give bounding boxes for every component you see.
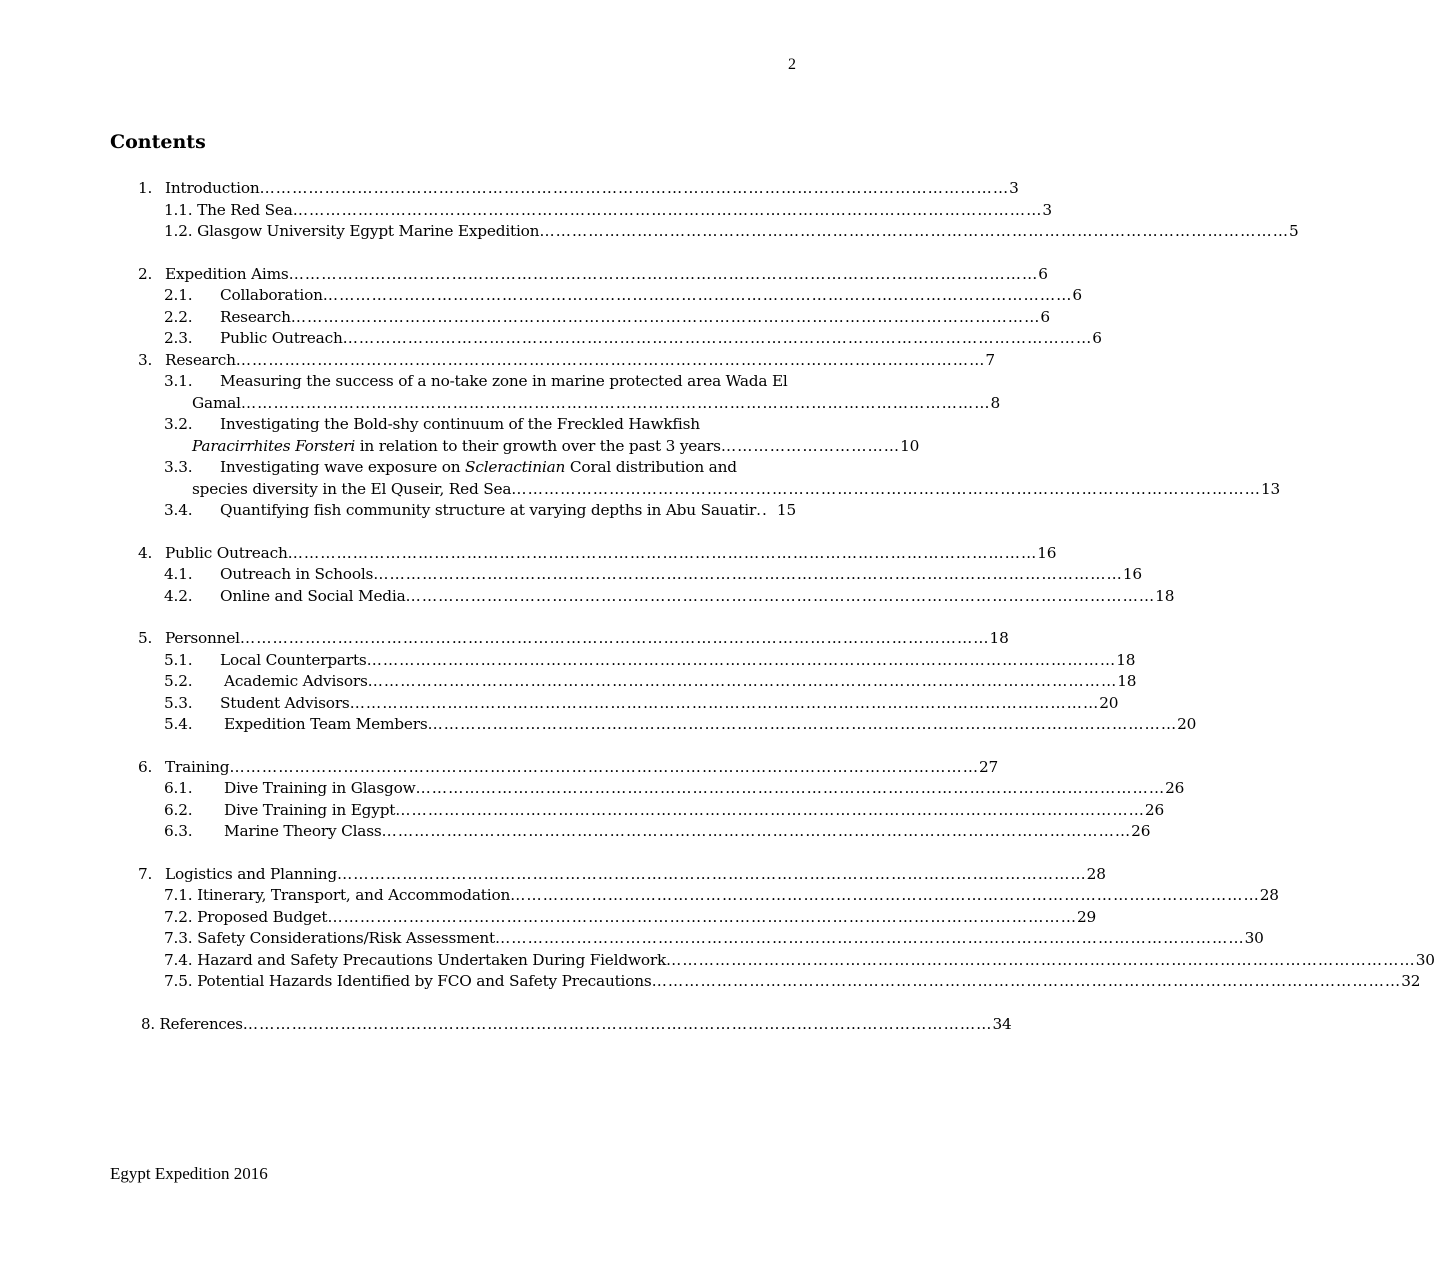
toc-number: 7.5. xyxy=(164,972,193,990)
toc-label: The Red Sea xyxy=(197,200,293,219)
toc-entry-7[interactable]: 7. Logistics and Planning ………………………………………………………………………………………………………………………… 28 xyxy=(138,864,796,886)
toc-page: 16 xyxy=(1037,543,1056,565)
toc-entry-5[interactable]: 5. Personnel ………………………………………………………………………………………………………………………… 18 xyxy=(138,628,796,650)
toc-page: 29 xyxy=(1077,907,1096,929)
toc-entry-7-1[interactable]: 7.1. Itinerary, Transport, and Accommodation ………………………………………………………………………………………………………………………… 28 xyxy=(138,885,796,907)
toc-entry-6-2[interactable]: 6.2. Dive Training in Egypt ………………………………………………………………………………………………………………………… 26 xyxy=(138,800,796,822)
toc-page: 28 xyxy=(1260,885,1279,907)
toc-number: 2. xyxy=(138,264,153,283)
toc-label: Personnel xyxy=(165,629,240,647)
toc-number: 3.4. xyxy=(164,501,193,519)
toc-label: Introduction xyxy=(165,179,260,197)
toc-number: 2.3. xyxy=(164,329,193,347)
toc-label: Investigating wave exposure on xyxy=(220,458,466,476)
page-title: Contents xyxy=(110,131,206,153)
toc-label: Coral distribution and xyxy=(565,458,737,476)
toc-label: Hazard and Safety Precautions Undertaken During Fieldwork xyxy=(197,950,667,969)
toc-page: 3 xyxy=(1009,178,1019,200)
toc-label-continued: species diversity in the El Quseir, Red Sea xyxy=(192,479,512,498)
toc-number: 4.2. xyxy=(164,586,193,605)
toc-page: 26 xyxy=(1145,800,1164,822)
toc-label: Online and Social Media xyxy=(220,586,406,605)
toc-number: 3.3. xyxy=(164,458,193,476)
toc-label: Academic Advisors xyxy=(224,672,368,690)
toc-page: 18 xyxy=(1155,586,1174,608)
toc-page: 18 xyxy=(990,628,1009,650)
toc-number: 6.3. xyxy=(164,822,193,840)
toc-label: Student Advisors xyxy=(220,693,350,712)
toc-page: 26 xyxy=(1165,778,1184,800)
toc-label: Dive Training in Egypt xyxy=(224,800,396,819)
toc-number: 3.1. xyxy=(164,372,193,390)
toc-number: 7.2. xyxy=(164,907,193,926)
toc-number: 5. xyxy=(138,629,153,647)
toc-label: Expedition Aims xyxy=(165,264,289,283)
toc-label-italic: Paracirrhites Forsteri xyxy=(192,436,356,455)
toc-entry-6-1[interactable]: 6.1. Dive Training in Glasgow ………………………………………………………………………………………………………………………… 26 xyxy=(138,778,796,800)
toc-label: Investigating the Bold-shy continuum of the Freckled Hawkfish xyxy=(220,415,700,433)
toc-entry-3-4[interactable]: 3.4. Quantifying fish community structure at varying depths in Abu Sauatir .. 15 xyxy=(138,500,796,522)
toc-page: 6 xyxy=(1040,307,1050,329)
toc-entry-2-3[interactable]: 2.3. Public Outreach ………………………………………………………………………………………………………………………… 6 xyxy=(138,328,796,350)
toc-label: Outreach in Schools xyxy=(220,565,374,583)
toc-entry-7-2[interactable]: 7.2. Proposed Budget ………………………………………………………………………………………………………………………… 29 xyxy=(138,907,796,929)
toc-page: 6 xyxy=(1092,328,1102,350)
toc-entry-6-3[interactable]: 6.3. Marine Theory Class ………………………………………………………………………………………………………………………… 26 xyxy=(138,821,796,843)
toc-label: Collaboration xyxy=(220,286,323,304)
toc-label-italic: Scleractinian xyxy=(465,458,566,476)
toc-entry-1-2[interactable]: 1.2. Glasgow University Egypt Marine Expedition ………………………………………………………………………………………………………………………… 5 xyxy=(138,221,796,243)
toc-page: 18 xyxy=(1116,650,1135,672)
table-of-contents xyxy=(138,178,1435,1035)
toc-label: Training xyxy=(165,757,230,776)
toc-entry-3-2-cont[interactable]: Paracirrhites Forsteri in relation to their growth over the past 3 years …………………………… 10 xyxy=(138,436,796,458)
toc-label: Safety Considerations/Risk Assessment xyxy=(197,929,495,947)
toc-entry-1[interactable]: 1. Introduction ………………………………………………………………………………………………………………………… 3 xyxy=(138,178,796,200)
toc-number: 5.2. xyxy=(164,672,193,690)
toc-number: 1.1. xyxy=(164,200,193,219)
toc-page: 6 xyxy=(1072,285,1082,307)
toc-label: Glasgow University Egypt Marine Expedition xyxy=(197,222,540,240)
toc-page: 13 xyxy=(1261,479,1280,501)
toc-entry-5-2[interactable]: 5.2. Academic Advisors ………………………………………………………………………………………………………………………… 18 xyxy=(138,671,796,693)
toc-label: Research xyxy=(220,307,291,326)
toc-entry-4-1[interactable]: 4.1. Outreach in Schools ………………………………………………………………………………………………………………………… 16 xyxy=(138,564,796,586)
toc-number: 2.2. xyxy=(164,307,193,326)
toc-entry-7-5[interactable]: 7.5. Potential Hazards Identified by FCO and Safety Precautions ………………………………………………………………………………………………………………………… 32 xyxy=(138,971,796,993)
toc-number: 5.1. xyxy=(164,650,193,669)
toc-entry-7-4[interactable]: 7.4. Hazard and Safety Precautions Undertaken During Fieldwork ………………………………………………………………………………………………………………………… 30 xyxy=(138,950,796,972)
toc-label: Public Outreach xyxy=(165,543,288,562)
toc-page: 8 xyxy=(991,393,1001,415)
toc-label: Local Counterparts xyxy=(220,650,367,669)
toc-entry-7-3[interactable]: 7.3. Safety Considerations/Risk Assessment ………………………………………………………………………………………………………………………… 30 xyxy=(138,928,796,950)
toc-entry-3-1[interactable] xyxy=(138,371,796,393)
toc-label: Dive Training in Glasgow xyxy=(224,779,416,797)
toc-number: 6.1. xyxy=(164,779,193,797)
toc-entry-2[interactable]: 2. Expedition Aims ………………………………………………………………………………………………………………………… 6 xyxy=(138,264,796,286)
toc-label: Marine Theory Class xyxy=(224,822,382,840)
toc-number: 7.4. xyxy=(164,950,193,969)
toc-entry-8[interactable]: 8. References ………………………………………………………………………………………………………………………… 34 xyxy=(138,1014,796,1036)
toc-label: Public Outreach xyxy=(220,329,343,347)
toc-entry-1-1[interactable]: 1.1. The Red Sea ………………………………………………………………………………………………………………………… 3 xyxy=(138,200,796,222)
toc-label: References xyxy=(159,1014,243,1033)
toc-page: 7 xyxy=(985,350,995,372)
toc-page: 20 xyxy=(1177,714,1196,736)
toc-label-continued: Gamal xyxy=(192,393,241,412)
toc-number: 7.1. xyxy=(164,886,193,904)
toc-label: Expedition Team Members xyxy=(224,715,428,733)
toc-page: 18 xyxy=(1117,671,1136,693)
toc-page: 10 xyxy=(900,436,919,458)
toc-number: 1. xyxy=(138,179,153,197)
toc-number: 4. xyxy=(138,543,153,562)
toc-page: 20 xyxy=(1099,693,1118,715)
toc-page: 30 xyxy=(1245,928,1264,950)
toc-page: 5 xyxy=(1289,221,1299,243)
toc-page: 27 xyxy=(979,757,998,779)
toc-label: Itinerary, Transport, and Accommodation xyxy=(197,886,511,904)
toc-entry-3[interactable]: 3. Research ………………………………………………………………………………………………………………………… 7 xyxy=(138,350,796,372)
toc-entry-2-1[interactable]: 2.1. Collaboration ………………………………………………………………………………………………………………………… 6 xyxy=(138,285,796,307)
toc-label-continued: in relation to their growth over the past 3 years xyxy=(355,436,721,455)
toc-number: 2.1. xyxy=(164,286,193,304)
toc-page: 16 xyxy=(1123,564,1142,586)
toc-page: 30 xyxy=(1416,950,1435,972)
toc-number: 5.4. xyxy=(164,715,193,733)
toc-label: Research xyxy=(165,350,236,369)
toc-entry-5-3[interactable]: 5.3. Student Advisors ………………………………………………………………………………………………………………………… 20 xyxy=(138,693,796,715)
toc-page: 28 xyxy=(1087,864,1106,886)
toc-label: Logistics and Planning xyxy=(165,864,337,883)
toc-entry-3-3-cont[interactable]: species diversity in the El Quseir, Red Sea ………………………………………………………………………………………………………………………… 13 xyxy=(138,479,796,501)
toc-page: 34 xyxy=(992,1014,1011,1036)
toc-entry-3-2[interactable] xyxy=(138,414,796,436)
toc-label: Measuring the success of a no-take zone in marine protected area Wada El xyxy=(220,372,788,390)
toc-number: 7.3. xyxy=(164,929,193,947)
toc-label: Quantifying fish community structure at varying depths in Abu Sauatir xyxy=(220,501,757,519)
toc-number: 5.3. xyxy=(164,693,193,712)
toc-number: 3.2. xyxy=(164,415,193,433)
toc-label: Potential Hazards Identified by FCO and Safety Precautions xyxy=(197,972,652,990)
toc-number: 6. xyxy=(138,757,153,776)
toc-number: 6.2. xyxy=(164,800,193,819)
toc-entry-5-4[interactable]: 5.4. Expedition Team Members ………………………………………………………………………………………………………………………… 20 xyxy=(138,714,796,736)
toc-number: 4.1. xyxy=(164,565,193,583)
toc-number: 3. xyxy=(138,350,153,369)
toc-page: 32 xyxy=(1401,971,1420,993)
toc-page: 6 xyxy=(1038,264,1048,286)
toc-entry-3-3[interactable] xyxy=(138,457,796,479)
toc-number: 7. xyxy=(138,864,153,883)
toc-page: 3 xyxy=(1042,200,1052,222)
toc-entry-5-1[interactable]: 5.1. Local Counterparts ………………………………………………………………………………………………………………………… 18 xyxy=(138,650,796,672)
page-footer: Egypt Expedition 2016 xyxy=(110,1164,268,1183)
toc-label: Proposed Budget xyxy=(197,907,328,926)
page-number: 2 xyxy=(788,56,796,73)
toc-page: 15 xyxy=(777,500,796,522)
toc-number: 1.2. xyxy=(164,222,193,240)
toc-entry-3-1-cont[interactable]: Gamal ………………………………………………………………………………………………………………………… 8 xyxy=(138,393,796,415)
toc-page: 26 xyxy=(1131,821,1150,843)
toc-entry-4[interactable]: 4. Public Outreach ………………………………………………………………………………………………………………………… 16 xyxy=(138,543,796,565)
toc-number: 8. xyxy=(141,1014,155,1033)
toc-entry-2-2[interactable]: 2.2. Research ………………………………………………………………………………………………………………………… 6 xyxy=(138,307,796,329)
toc-entry-4-2[interactable]: 4.2. Online and Social Media ………………………………………………………………………………………………………………………… 18 xyxy=(138,586,796,608)
toc-entry-6[interactable]: 6. Training ………………………………………………………………………………………………………………………… 27 xyxy=(138,757,796,779)
